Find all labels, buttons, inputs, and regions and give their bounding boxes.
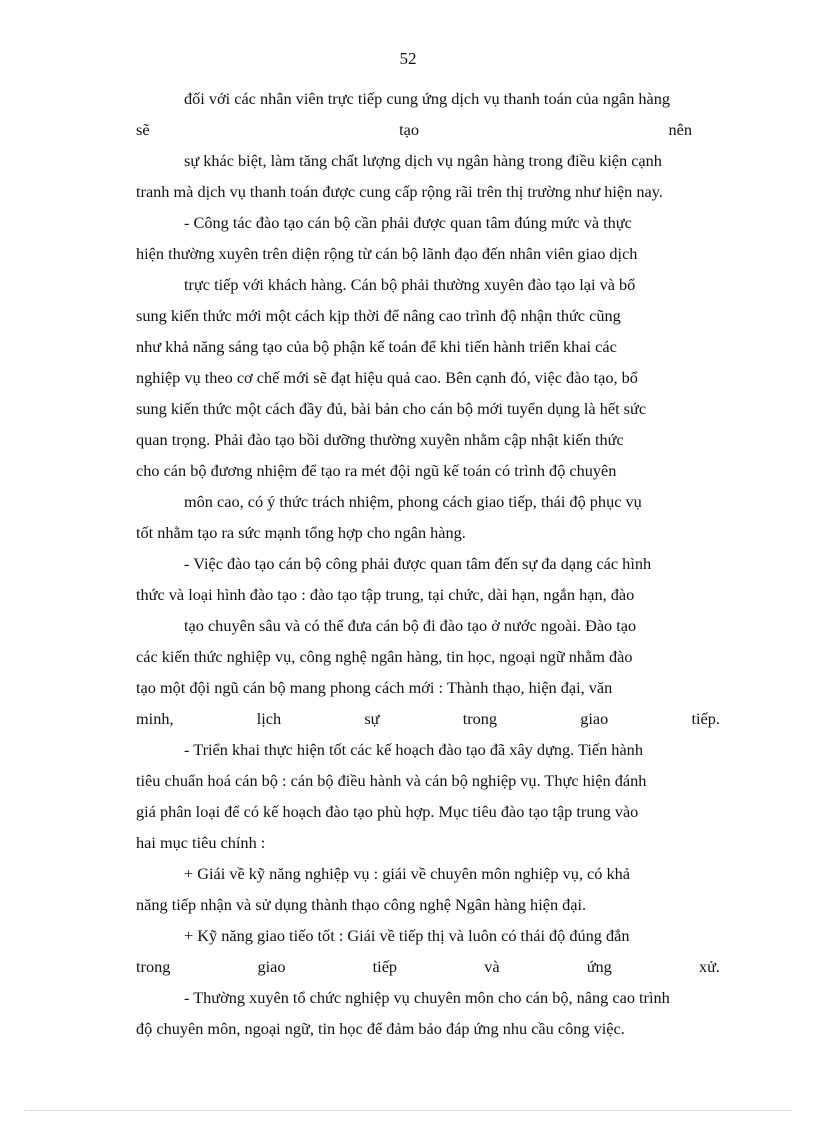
text-line: giá phân loại để có kế hoạch đào tạo phù hợp. Mục tiêu đào tạo tập trung vào — [136, 802, 639, 821]
text-line: - Công tác đào tạo cán bộ cần phải được quan tâm đúng mức và thực — [184, 213, 632, 232]
text-line: tạo một đội ngũ cán bộ mang phong cách mới : Thành thạo, hiện đại, văn — [136, 678, 613, 697]
text-line: quan trọng. Phải đào tạo bồi dưỡng thường xuyên nhằm cập nhật kiến thức — [136, 430, 624, 449]
text-line: - Thường xuyên tổ chức nghiệp vụ chuyên môn cho cán bộ, nâng cao trình — [184, 988, 670, 1007]
text-line: cho cán bộ đương nhiệm để tạo ra mét đội ngũ kế toán có trình độ chuyên — [136, 461, 617, 480]
word: giao — [257, 957, 286, 976]
text-line: các kiến thức nghiệp vụ, công nghệ ngân hàng, tin học, ngoại ngữ nhằm đào — [136, 647, 633, 666]
word: nên — [668, 120, 692, 139]
footer-divider — [24, 1110, 792, 1111]
word: xử. — [698, 957, 720, 976]
word: giao — [580, 709, 609, 728]
word: tạo — [399, 120, 419, 139]
text-line: như khả năng sáng tạo của bộ phận kế toán để khi tiến hành triển khai các — [136, 337, 617, 356]
word: tiếp — [372, 957, 398, 976]
word: tiếp. — [691, 709, 720, 728]
text-line: độ chuyên môn, ngoại ngữ, tin học để đảm bảo đáp ứng nhu cầu công việc. — [136, 1019, 625, 1038]
text-line: tạo chuyên sâu và có thể đưa cán bộ đi đào tạo ở nước ngoài. Đào tạo — [184, 616, 637, 635]
text-line: nghiệp vụ theo cơ chế mới sẽ đạt hiệu quả cao. Bên cạnh đó, việc đào tạo, bổ — [136, 368, 638, 387]
text-line: tranh mà dịch vụ thanh toán được cung cấp rộng rãi trên thị trường như hiện nay. — [136, 182, 663, 201]
text-line: môn cao, có ý thức trách nhiệm, phong cách giao tiếp, thái độ phục vụ — [184, 492, 642, 511]
text-line: + Kỹ năng giao tiếo tốt : Giái về tiếp thị và luôn có thái độ đúng đắn — [184, 926, 630, 945]
text-line: + Giái về kỹ năng nghiệp vụ : giái về chuyên môn nghiệp vụ, có khả — [184, 864, 630, 883]
text-line: hai mục tiêu chính : — [136, 833, 266, 852]
word: sự — [364, 709, 380, 728]
text-line: sung kiến thức một cách đầy đủ, bài bản cho cán bộ mới tuyển dụng là hết sức — [136, 399, 647, 418]
page-number: 52 — [399, 49, 417, 68]
text-line: hiện thường xuyên trên diện rộng từ cán bộ lãnh đạo đến nhân viên giao dịch — [136, 244, 638, 263]
word: minh, — [136, 709, 174, 728]
text-line: đối với các nhân viên trực tiếp cung ứng dịch vụ thanh toán của ngân hàng — [184, 89, 671, 108]
word: ứng — [586, 957, 612, 976]
text-line: tốt nhằm tạo ra sức mạnh tổng hợp cho ngân hàng. — [136, 523, 466, 542]
word: và — [484, 957, 500, 976]
text-line: thức và loại hình đào tạo : đào tạo tập trung, tại chức, dài hạn, ngắn hạn, đào — [136, 585, 635, 604]
text-line-justified — [136, 708, 720, 730]
text-line-justified — [136, 119, 692, 141]
text-line: - Việc đào tạo cán bộ công phải được quan tâm đến sự đa dạng các hình — [184, 554, 652, 573]
text-line: trực tiếp với khách hàng. Cán bộ phải thường xuyên đào tạo lại và bổ — [184, 275, 636, 294]
text-line: năng tiếp nhận và sử dụng thành thạo công nghệ Ngân hàng hiện đại. — [136, 895, 587, 914]
text-line: sự khác biệt, làm tăng chất lượng dịch vụ ngân hàng trong điều kiện cạnh — [184, 151, 662, 170]
word: lịch — [256, 709, 282, 728]
text-line: sung kiến thức mới một cách kịp thời để nâng cao trình độ nhận thức cũng — [136, 306, 621, 325]
word: sẽ — [136, 120, 150, 139]
word: trong — [136, 957, 171, 976]
text-line: tiêu chuẩn hoá cán bộ : cán bộ điều hành và cán bộ nghiệp vụ. Thực hiện đánh — [136, 771, 647, 790]
text-line: - Triển khai thực hiện tốt các kế hoạch đào tạo đã xây dựng. Tiến hành — [184, 740, 643, 759]
text-line-justified — [136, 956, 720, 978]
word: trong — [462, 709, 498, 728]
